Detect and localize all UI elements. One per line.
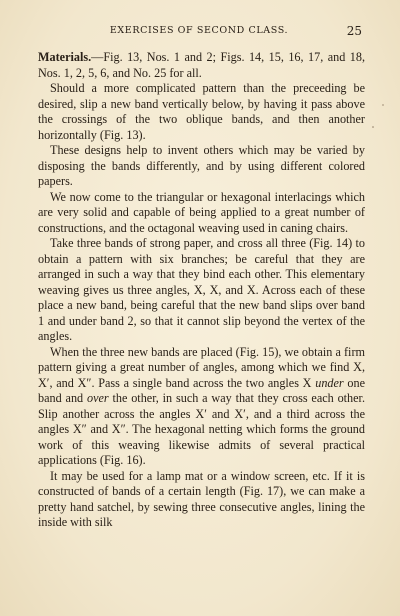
paragraph: It may be used for a lamp mat or a window screen, etc. If it is constructed of bands of a certain length (Fig. 17), we can make a pretty hand satchel, by sewing three consecutive angles, lining the inside with silk — [38, 468, 365, 529]
chapter-title: EXERCISES OF SECOND CLASS. — [109, 25, 289, 36]
paragraph: We now come to the triangular or hexagonal interlacings which are very solid and capable of being applied to a great number of constructions, and the octagonal weaving used in caning chairs. — [38, 189, 365, 235]
paragraph: Take three bands of strong paper, and cross all three (Fig. 14) to obtain a pattern with six branches; be careful that they are arranged in such a way that they bind each other. This elementary weaving gives us three angles, X, X, and X. Across each of these place a new band, being careful that the new band slips over band 1 and under band 2, so that it cannot slip beyond the vertex of the angles. — [38, 236, 365, 343]
emphasis-under: under — [315, 375, 344, 390]
materials-list: —Fig. 13, Nos. 1 and 2; Figs. 14, 15, 16, 17, and 18, Nos. 1, 2, 5, 6, and No. 25 for all. — [38, 50, 365, 80]
materials-heading: Materials. — [38, 50, 92, 64]
paragraph-materials — [38, 50, 365, 81]
page-number: 25 — [346, 24, 362, 38]
paragraph: These designs help to invent others which may be varied by disposing the bands differently, and by using different colored papers. — [38, 143, 365, 188]
text-run: the other, in such a way that they cross each other. Slip another across the angles X′ and X′, and a third across the angles X″ and X″. The hexagonal netting which forms the ground work of this weaving likewise admits of several practical applications (Fig. 16). — [38, 391, 365, 467]
speck — [382, 104, 384, 106]
paragraph — [38, 345, 365, 469]
emphasis-over: over — [86, 391, 109, 405]
text-run: When the three new bands are placed (Fig. 15), we obtain a firm pattern giving a great number of angles, among which we find X, X′, and X″. Pass a single band across the two angles X — [38, 344, 365, 390]
paragraph: Should a more complicated pattern than the preceeding be desired, slip a new band vertically below, by having it pass above the crossings of the two oblique bands, and then another horizontally (Fig. 13). — [38, 81, 365, 142]
running-head — [36, 24, 362, 40]
speck — [372, 126, 374, 128]
text-run: one band and — [38, 375, 365, 405]
body-text — [38, 50, 365, 531]
